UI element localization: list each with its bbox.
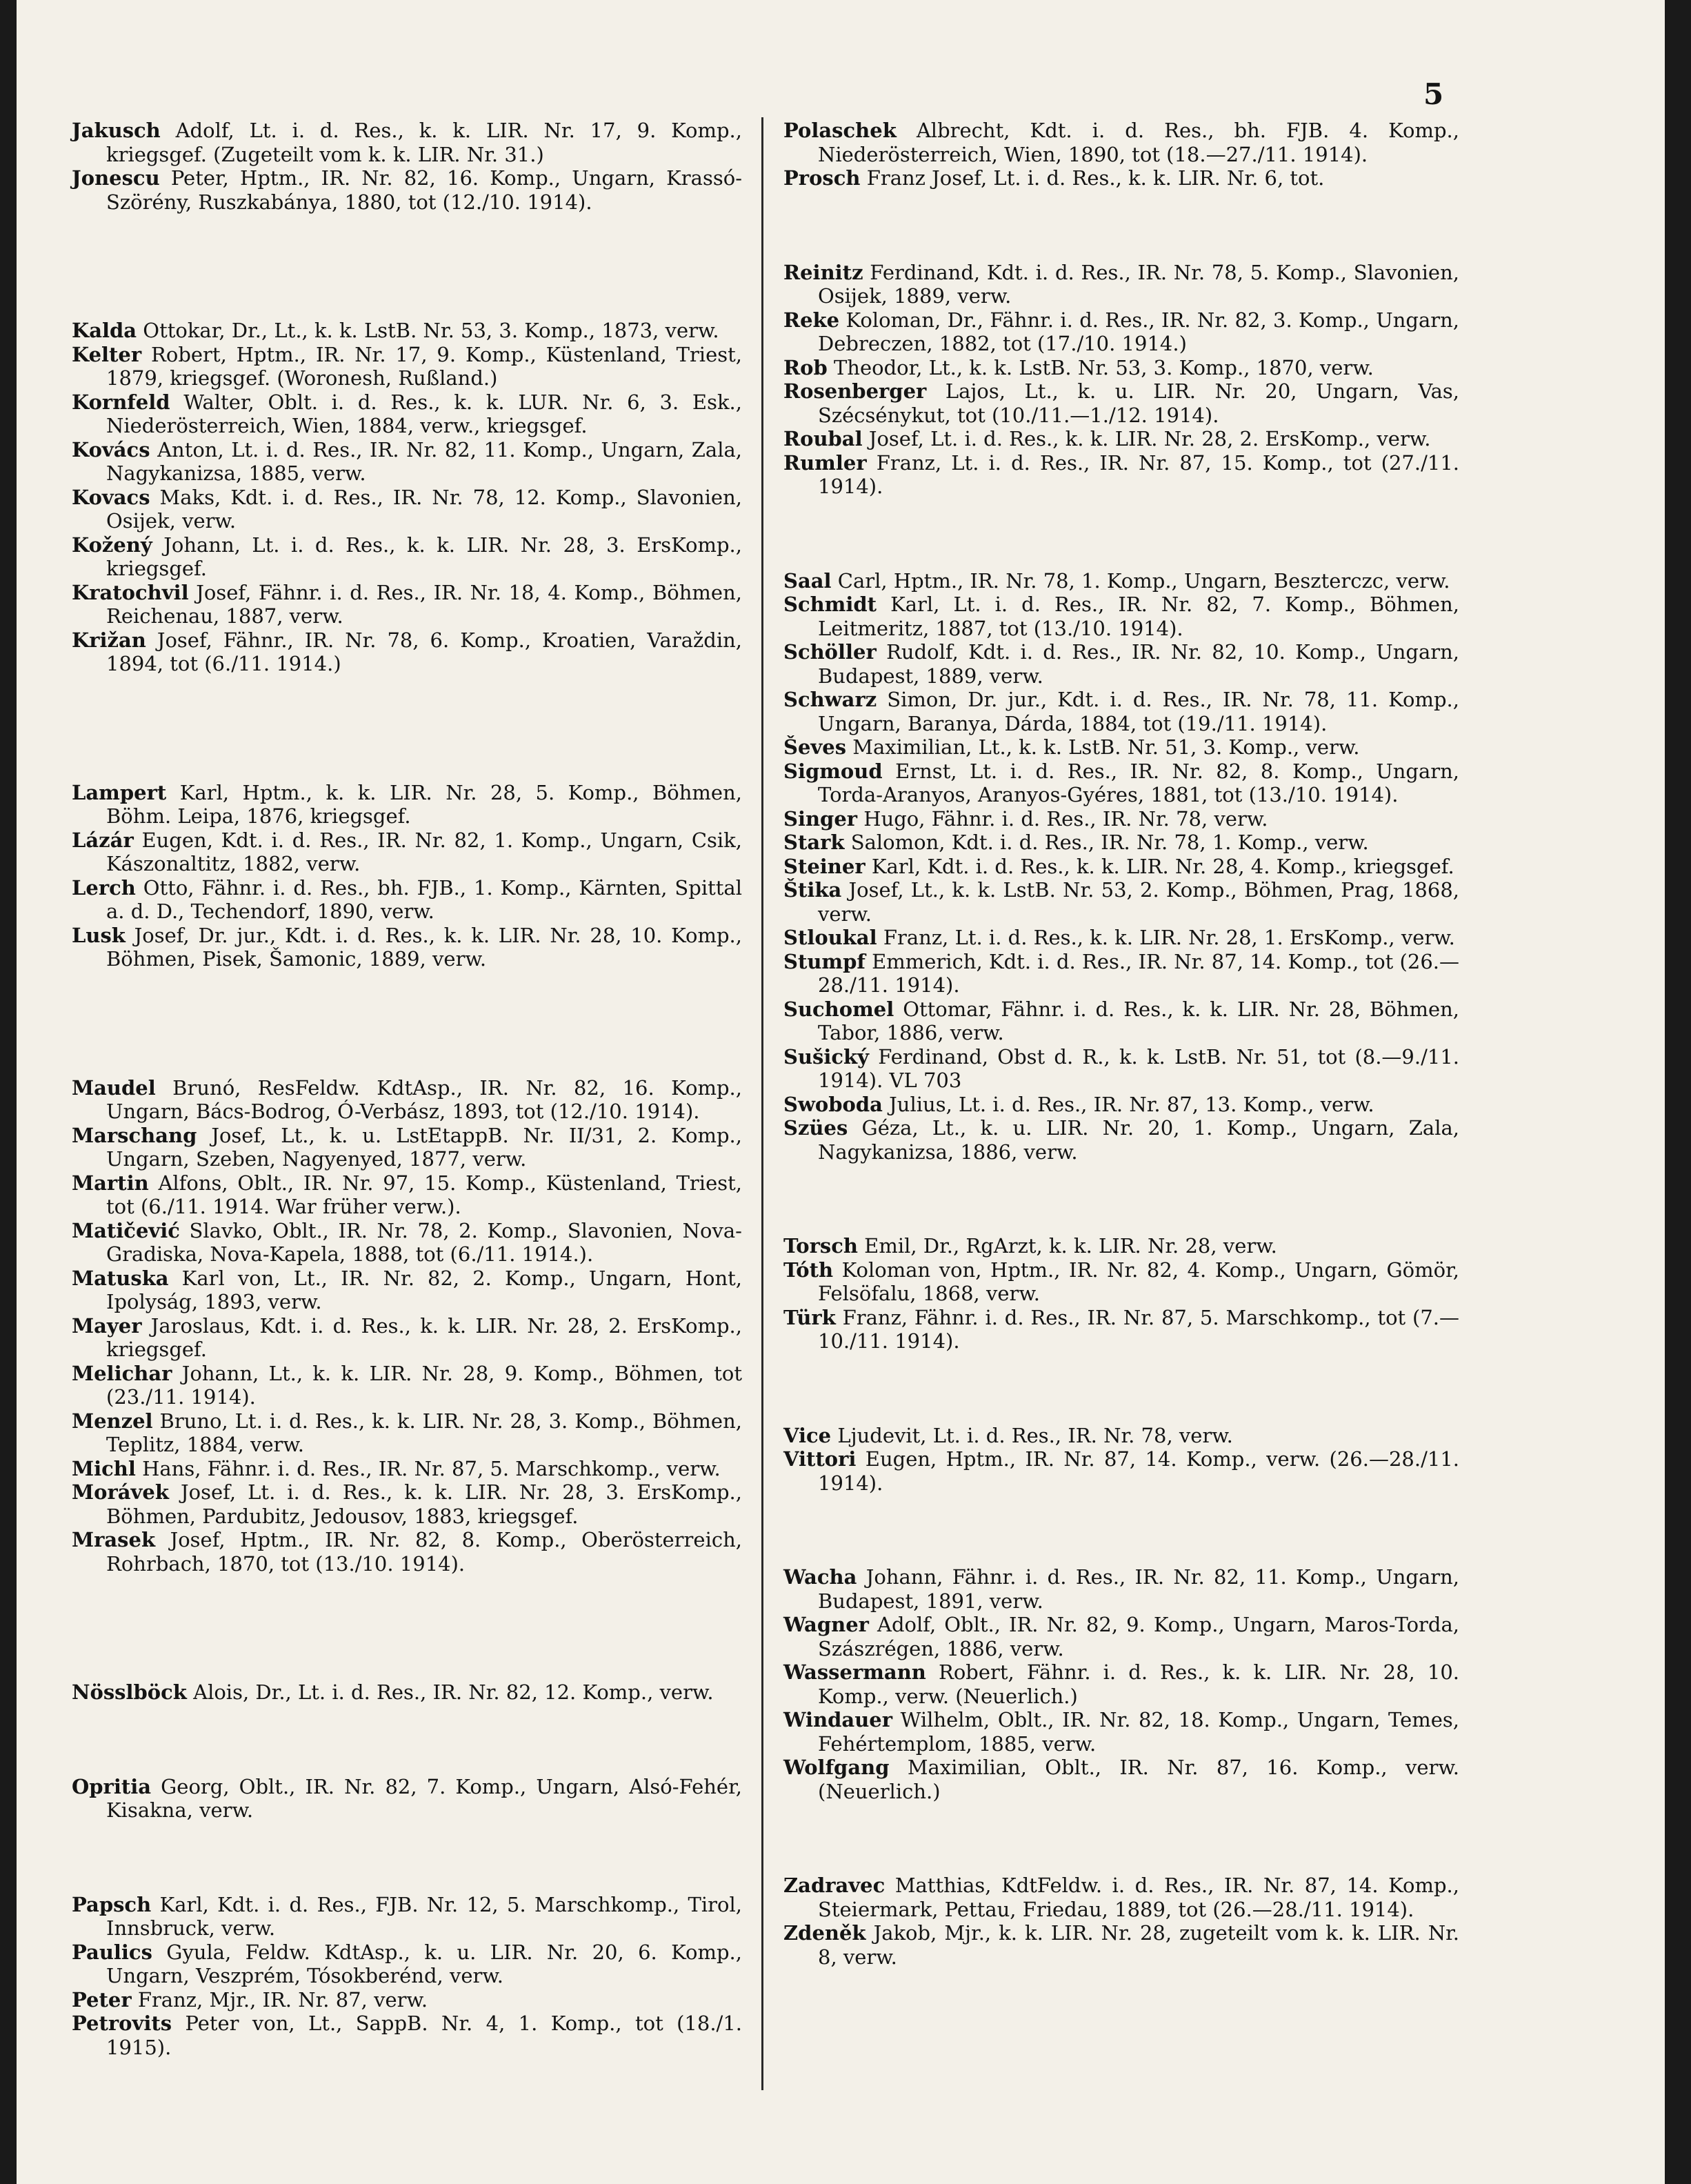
entry-details: Walter, Oblt. i. d. Res., k. k. LUR. Nr. 6, 3. Esk., Niederösterreich, Wien, 1884, verw., kriegsgef. [106, 390, 742, 437]
casualty-entry [783, 356, 1459, 380]
entry-details: Franz, Fähnr. i. d. Res., IR. Nr. 87, 5. Marschkomp., tot (7.—10./11. 1914). [818, 1305, 1459, 1353]
section-gap [783, 1164, 1459, 1234]
entry-surname: Wacha [783, 1565, 857, 1589]
casualty-entry [783, 593, 1459, 640]
casualty-entry [783, 569, 1459, 593]
entry-surname: Kovacs [72, 485, 150, 509]
entry-details: Jakob, Mjr., k. k. LIR. Nr. 28, zugeteilt vom k. k. LIR. Nr. 8, verw. [818, 1921, 1459, 1969]
section-gap [72, 1705, 742, 1775]
entry-surname: Wagner [783, 1613, 869, 1636]
entry-surname: Sušický [783, 1044, 869, 1069]
entry-details: Emil, Dr., RgArzt, k. k. LIR. Nr. 28, verw. [857, 1234, 1277, 1258]
entry-details: Josef, Dr. jur., Kdt. i. d. Res., k. k. LIR. Nr. 28, 10. Komp., Böhmen, Pisek, Šamonic, 1889, verw. [106, 923, 742, 971]
casualty-entry [72, 343, 742, 390]
entry-surname: Rumler [783, 450, 867, 475]
section-gap [72, 214, 742, 319]
entry-details: Matthias, KdtFeldw. i. d. Res., IR. Nr. 87, 14. Komp., Steiermark, Pettau, Friedau, 1889, tot (26.—28./11. 1914). [818, 1874, 1459, 1921]
entry-details: Julius, Lt. i. d. Res., IR. Nr. 87, 13. Komp., verw. [882, 1092, 1374, 1116]
casualty-entry [72, 119, 742, 166]
casualty-entry [783, 1565, 1459, 1613]
entry-surname: Matuska [72, 1266, 169, 1290]
entry-details: Hans, Fähnr. i. d. Res., IR. Nr. 87, 5. Marschkomp., verw. [135, 1456, 721, 1480]
entry-details: Peter, Hptm., IR. Nr. 82, 16. Komp., Ungarn, Krassó-Szörény, Ruszkabánya, 1880, tot (12./10. 1914). [106, 166, 742, 214]
casualty-entry [72, 1775, 742, 1823]
casualty-entry [783, 1258, 1459, 1306]
casualty-entry [72, 319, 742, 343]
casualty-entry [72, 1680, 742, 1705]
casualty-entry [783, 855, 1459, 879]
casualty-entry [783, 831, 1459, 855]
casualty-entry [72, 1124, 742, 1171]
casualty-entry [72, 2012, 742, 2059]
entry-details: Ottomar, Fähnr. i. d. Res., k. k. LIR. Nr. 28, Böhmen, Tabor, 1886, verw. [818, 997, 1459, 1044]
left-column [72, 119, 742, 2059]
entry-surname: Steiner [783, 854, 865, 878]
casualty-entry [783, 451, 1459, 499]
entry-details: Slavko, Oblt., IR. Nr. 78, 2. Komp., Slavonien, Nova-Gradiska, Nova-Kapela, 1888, tot (6./11. 1914.). [106, 1218, 742, 1266]
entry-details: Salomon, Kdt. i. d. Res., IR. Nr. 78, 1. Komp., verw. [844, 831, 1369, 854]
entry-details: Karl, Kdt. i. d. Res., FJB. Nr. 12, 5. Marschkomp., Tirol, Innsbruck, verw. [106, 1892, 742, 1940]
entry-surname: Schwarz [783, 688, 877, 711]
entry-details: Eugen, Kdt. i. d. Res., IR. Nr. 82, 1. Komp., Ungarn, Csik, Kászonaltitz, 1882, verw. [106, 828, 742, 875]
casualty-entry [783, 379, 1459, 427]
casualty-entry [72, 628, 742, 676]
entry-details: Josef, Fähnr. i. d. Res., IR. Nr. 18, 4. Komp., Böhmen, Reichenau, 1887, verw. [106, 580, 742, 628]
section-gap [783, 499, 1459, 569]
entry-surname: Schmidt [783, 593, 877, 616]
casualty-entry [72, 1076, 742, 1124]
entry-surname: Suchomel [783, 997, 894, 1021]
entry-details: Anton, Lt. i. d. Res., IR. Nr. 82, 11. Komp., Ungarn, Zala, Nagykanizsa, 1885, verw. [106, 437, 742, 485]
casualty-entry [783, 1921, 1459, 1969]
entry-surname: Stark [783, 831, 845, 854]
entry-surname: Štika [783, 878, 842, 902]
entry-surname: Križan [72, 628, 146, 652]
scan-edge-left [0, 0, 17, 2184]
entry-surname: Nösslböck [72, 1680, 187, 1704]
entry-surname: Wolfgang [783, 1756, 890, 1779]
entry-surname: Tóth [783, 1258, 834, 1282]
casualty-entry [783, 1116, 1459, 1164]
entry-details: Brunó, ResFeldw. KdtAsp., IR. Nr. 82, 16. Komp., Ungarn, Bács-Bodrog, Ó-Verbász, 1893, tot (12./10. 1914). [106, 1075, 742, 1123]
entry-surname: Martin [72, 1171, 149, 1195]
entry-details: Josef, Hptm., IR. Nr. 82, 8. Komp., Oberösterreich, Rohrbach, 1870, tot (13./10. 1914). [106, 1528, 742, 1576]
casualty-entry [72, 876, 742, 924]
casualty-entry [72, 1409, 742, 1457]
casualty-entry [72, 1940, 742, 1988]
entry-details: Ferdinand, Kdt. i. d. Res., IR. Nr. 78, 5. Komp., Slavonien, Osijek, 1889, verw. [818, 260, 1459, 308]
casualty-entry [783, 1613, 1459, 1660]
entry-details: Alois, Dr., Lt. i. d. Res., IR. Nr. 82, 12. Komp., verw. [186, 1680, 714, 1704]
entry-surname: Kovács [72, 437, 150, 461]
casualty-entry [72, 1219, 742, 1267]
casualty-entry [783, 950, 1459, 997]
casualty-entry [783, 166, 1459, 190]
casualty-entry [72, 1171, 742, 1219]
entry-details: Adolf, Lt. i. d. Res., k. k. LIR. Nr. 17, 9. Komp., kriegsgef. (Zugeteilt vom k. k. LIR. Nr. 31.) [106, 119, 742, 166]
casualty-entry [783, 1093, 1459, 1117]
entry-surname: Kalda [72, 319, 137, 342]
entry-details: Ljudevit, Lt. i. d. Res., IR. Nr. 78, verw. [831, 1423, 1233, 1447]
entry-details: Karl, Lt. i. d. Res., IR. Nr. 82, 7. Komp., Böhmen, Leitmeritz, 1887, tot (13./10. 1914). [818, 593, 1459, 640]
section-gap [72, 1823, 742, 1893]
entry-details: Josef, Lt., k. k. LstB. Nr. 53, 2. Komp., Böhmen, Prag, 1868, verw. [818, 878, 1459, 926]
entry-details: Maximilian, Lt., k. k. LstB. Nr. 51, 3. Komp., verw. [846, 735, 1360, 759]
section-gap [72, 971, 742, 1076]
entry-details: Adolf, Oblt., IR. Nr. 82, 9. Komp., Ungarn, Maros-Torda, Szászrégen, 1886, verw. [818, 1613, 1459, 1660]
casualty-entry [72, 1528, 742, 1576]
casualty-entry [72, 1267, 742, 1314]
entry-details: Emmerich, Kdt. i. d. Res., IR. Nr. 87, 14. Komp., tot (26.—28./11. 1914). [818, 949, 1459, 997]
entry-details: Maks, Kdt. i. d. Res., IR. Nr. 78, 12. Komp., Slavonien, Osijek, verw. [106, 485, 742, 533]
casualty-entry [783, 308, 1459, 356]
casualty-entry [783, 1045, 1459, 1093]
entry-surname: Reke [783, 308, 840, 332]
entry-details: Franz, Mjr., IR. Nr. 87, verw. [131, 1987, 428, 2012]
entry-details: Rudolf, Kdt. i. d. Res., IR. Nr. 82, 10. Komp., Ungarn, Budapest, 1889, verw. [818, 640, 1459, 688]
entry-surname: Lusk [72, 923, 126, 947]
scan-edge-right [1665, 0, 1691, 2184]
casualty-entry [72, 1362, 742, 1409]
entry-surname: Matičević [72, 1218, 180, 1242]
entry-surname: Rob [783, 355, 828, 379]
entry-surname: Swoboda [783, 1092, 883, 1116]
entry-surname: Jonescu [72, 166, 160, 190]
entry-surname: Stloukal [783, 926, 877, 949]
entry-surname: Kožený [72, 533, 152, 557]
casualty-entry [72, 390, 742, 438]
entry-details: Josef, Lt. i. d. Res., k. k. LIR. Nr. 28, 2. ErsKomp., verw. [862, 427, 1431, 450]
entry-surname: Lampert [72, 780, 167, 804]
entry-details: Johann, Lt. i. d. Res., k. k. LIR. Nr. 28, 3. ErsKomp., kriegsgef. [106, 533, 742, 580]
entry-surname: Maudel [72, 1075, 156, 1100]
entry-details: Theodor, Lt., k. k. LstB. Nr. 53, 3. Komp., 1870, verw. [827, 355, 1374, 379]
entry-surname: Zadravec [783, 1874, 885, 1897]
entry-details: Jaroslaus, Kdt. i. d. Res., k. k. LIR. Nr. 28, 2. ErsKomp., kriegsgef. [106, 1313, 742, 1361]
entry-details: Otto, Fähnr. i. d. Res., bh. FJB., 1. Komp., Kärnten, Spittal a. d. D., Techendorf, 1890, verw. [106, 875, 742, 923]
entry-details: Koloman von, Hptm., IR. Nr. 82, 4. Komp., Ungarn, Gömör, Felsöfalu, 1868, verw. [818, 1258, 1459, 1305]
entry-surname: Menzel [72, 1409, 153, 1433]
entry-surname: Zdeněk [783, 1921, 866, 1945]
entry-details: Franz, Lt. i. d. Res., IR. Nr. 87, 15. Komp., tot (27./11. 1914). [818, 450, 1459, 498]
entry-details: Gyula, Feldw. KdtAsp., k. u. LIR. Nr. 20, 6. Komp., Ungarn, Veszprém, Tósokberénd, verw. [106, 1940, 742, 1987]
entry-surname: Torsch [783, 1234, 858, 1258]
section-gap [783, 1495, 1459, 1565]
entry-details: Lajos, Lt., k. u. LIR. Nr. 20, Ungarn, Vas, Szécsénykut, tot (10./11.—1./12. 1914). [818, 379, 1459, 427]
entry-details: Ottokar, Dr., Lt., k. k. LstB. Nr. 53, 3. Komp., 1873, verw. [137, 319, 719, 342]
entry-surname: Stumpf [783, 949, 865, 973]
section-gap [72, 1576, 742, 1680]
casualty-entry [72, 581, 742, 628]
entry-surname: Jakusch [72, 119, 161, 142]
entry-surname: Ševes [783, 735, 847, 759]
casualty-entry [783, 1874, 1459, 1921]
casualty-entry [783, 760, 1459, 807]
entry-surname: Lerch [72, 875, 136, 900]
casualty-entry [783, 1234, 1459, 1258]
section-gap [783, 190, 1459, 261]
casualty-entry [72, 438, 742, 486]
casualty-entry [72, 781, 742, 828]
entry-surname: Prosch [783, 166, 861, 190]
casualty-entry [783, 688, 1459, 735]
entry-surname: Michl [72, 1456, 136, 1480]
entry-surname: Roubal [783, 427, 863, 450]
casualty-entry [783, 119, 1459, 166]
entry-details: Karl, Kdt. i. d. Res., k. k. LIR. Nr. 28, 4. Komp., kriegsgef. [865, 854, 1454, 878]
entry-details: Bruno, Lt. i. d. Res., k. k. LIR. Nr. 28, 3. Komp., Böhmen, Teplitz, 1884, verw. [106, 1409, 742, 1456]
entry-details: Carl, Hptm., IR. Nr. 78, 1. Komp., Ungarn, Beszterczc, verw. [831, 568, 1450, 593]
casualty-entry [783, 1708, 1459, 1756]
entry-details: Hugo, Fähnr. i. d. Res., IR. Nr. 78, verw. [857, 806, 1268, 831]
casualty-entry [72, 1893, 742, 1940]
entry-details: Ernst, Lt. i. d. Res., IR. Nr. 82, 8. Komp., Ungarn, Torda-Aranyos, Aranyos-Gyéres, 1881, tot (13./10. 1914). [818, 759, 1459, 806]
casualty-entry [783, 1756, 1459, 1803]
entry-details: Albrecht, Kdt. i. d. Res., bh. FJB. 4. Komp., Niederösterreich, Wien, 1890, tot (18.—27./11. 1914). [818, 119, 1459, 166]
entry-details: Georg, Oblt., IR. Nr. 82, 7. Komp., Ungarn, Alsó-Fehér, Kisakna, verw. [106, 1774, 742, 1822]
column-divider [761, 117, 763, 2090]
entry-details: Simon, Dr. jur., Kdt. i. d. Res., IR. Nr. 78, 11. Komp., Ungarn, Baranya, Dárda, 1884, tot (19./11. 1914). [818, 688, 1459, 735]
entry-details: Franz Josef, Lt. i. d. Res., k. k. LIR. Nr. 6, tot. [860, 166, 1325, 190]
entry-surname: Rosenberger [783, 379, 927, 403]
casualty-entry [783, 878, 1459, 926]
entry-surname: Opritia [72, 1774, 152, 1798]
entry-details: Josef, Lt., k. u. LstEtappB. Nr. II/31, 2. Komp., Ungarn, Szeben, Nagyenyed, 1877, verw. [106, 1123, 742, 1171]
casualty-entry [783, 261, 1459, 308]
casualty-entry [72, 1314, 742, 1362]
casualty-entry [72, 166, 742, 214]
entry-surname: Reinitz [783, 260, 863, 284]
casualty-entry [783, 997, 1459, 1045]
entry-surname: Singer [783, 806, 858, 831]
entry-surname: Vice [783, 1423, 832, 1447]
casualty-entry [783, 1447, 1459, 1495]
entry-details: Karl, Hptm., k. k. LIR. Nr. 28, 5. Komp., Böhmen, Böhm. Leipa, 1876, kriegsgef. [106, 780, 742, 828]
page-number: 5 [1423, 77, 1444, 111]
section-gap [72, 676, 742, 781]
entry-surname: Mrasek [72, 1528, 156, 1551]
entry-details: Ferdinand, Obst d. R., k. k. LstB. Nr. 51, tot (8.—9./11. 1914). VL 703 [818, 1044, 1459, 1092]
casualty-entry [72, 1988, 742, 2012]
entry-surname: Kratochvil [72, 580, 189, 604]
entry-surname: Schöller [783, 640, 877, 664]
casualty-entry [72, 924, 742, 971]
entry-surname: Vittori [783, 1447, 857, 1471]
casualty-entry [72, 533, 742, 581]
entry-surname: Papsch [72, 1892, 152, 1916]
section-gap [783, 1353, 1459, 1424]
casualty-entry [783, 427, 1459, 451]
entry-details: Eugen, Hptm., IR. Nr. 87, 14. Komp., verw. (26.—28./11. 1914). [818, 1447, 1459, 1495]
entry-details: Johann, Fähnr. i. d. Res., IR. Nr. 82, 11. Komp., Ungarn, Budapest, 1891, verw. [818, 1565, 1459, 1613]
entry-surname: Marschang [72, 1123, 197, 1147]
entry-details: Franz, Lt. i. d. Res., k. k. LIR. Nr. 28, 1. ErsKomp., verw. [877, 926, 1455, 949]
entry-surname: Peter [72, 1987, 132, 2012]
entry-surname: Szües [783, 1116, 848, 1140]
casualty-entry [72, 1480, 742, 1528]
casualty-entry [783, 735, 1459, 760]
entry-surname: Morávek [72, 1480, 169, 1504]
entry-surname: Melichar [72, 1361, 172, 1385]
right-column [783, 119, 1459, 1969]
entry-surname: Polaschek [783, 119, 897, 142]
entry-surname: Kelter [72, 342, 142, 366]
casualty-entry [783, 807, 1459, 831]
entry-surname: Windauer [783, 1708, 893, 1731]
casualty-entry [72, 486, 742, 533]
entry-details: Wilhelm, Oblt., IR. Nr. 82, 18. Komp., Ungarn, Temes, Fehértemplom, 1885, verw. [818, 1708, 1459, 1756]
casualty-entry [783, 1660, 1459, 1708]
entry-surname: Paulics [72, 1940, 152, 1964]
entry-details: Robert, Fähnr. i. d. Res., k. k. LIR. Nr. 28, 10. Komp., verw. (Neuerlich.) [818, 1660, 1459, 1708]
entry-surname: Wassermann [783, 1660, 926, 1684]
casualty-entry [783, 926, 1459, 950]
entry-details: Maximilian, Oblt., IR. Nr. 87, 16. Komp., verw. (Neuerlich.) [818, 1756, 1459, 1803]
entry-surname: Saal [783, 568, 832, 593]
entry-details: Peter von, Lt., SappB. Nr. 4, 1. Komp., tot (18./1. 1915). [106, 2012, 742, 2059]
entry-details: Josef, Fähnr., IR. Nr. 78, 6. Komp., Kroatien, Varaždin, 1894, tot (6./11. 1914.) [106, 628, 742, 675]
entry-details: Koloman, Dr., Fähnr. i. d. Res., IR. Nr. 82, 3. Komp., Ungarn, Debreczen, 1882, tot (17./10. 1914.) [818, 308, 1459, 355]
entry-details: Karl von, Lt., IR. Nr. 82, 2. Komp., Ungarn, Hont, Ipolyság, 1893, verw. [106, 1266, 742, 1313]
entry-surname: Türk [783, 1305, 836, 1329]
casualty-entry [783, 1424, 1459, 1448]
entry-surname: Kornfeld [72, 390, 170, 414]
casualty-entry [783, 640, 1459, 688]
casualty-entry [72, 828, 742, 876]
entry-surname: Mayer [72, 1313, 142, 1338]
entry-details: Robert, Hptm., IR. Nr. 17, 9. Komp., Küstenland, Triest, 1879, kriegsgef. (Woronesh, Rußland.) [106, 342, 742, 390]
entry-details: Johann, Lt., k. k. LIR. Nr. 28, 9. Komp., Böhmen, tot (23./11. 1914). [106, 1361, 742, 1409]
casualty-entry [783, 1306, 1459, 1353]
section-gap [783, 1803, 1459, 1874]
entry-details: Josef, Lt. i. d. Res., k. k. LIR. Nr. 28, 3. ErsKomp., Böhmen, Pardubitz, Jedousov, 1883, kriegsgef. [106, 1480, 742, 1528]
entry-surname: Sigmoud [783, 759, 883, 783]
entry-surname: Lázár [72, 828, 134, 852]
entry-details: Géza, Lt., k. u. LIR. Nr. 20, 1. Komp., Ungarn, Zala, Nagykanizsa, 1886, verw. [818, 1116, 1459, 1164]
entry-surname: Petrovits [72, 2012, 172, 2035]
casualty-entry [72, 1457, 742, 1481]
entry-details: Alfons, Oblt., IR. Nr. 97, 15. Komp., Küstenland, Triest, tot (6./11. 1914. War früher verw.). [106, 1171, 742, 1218]
